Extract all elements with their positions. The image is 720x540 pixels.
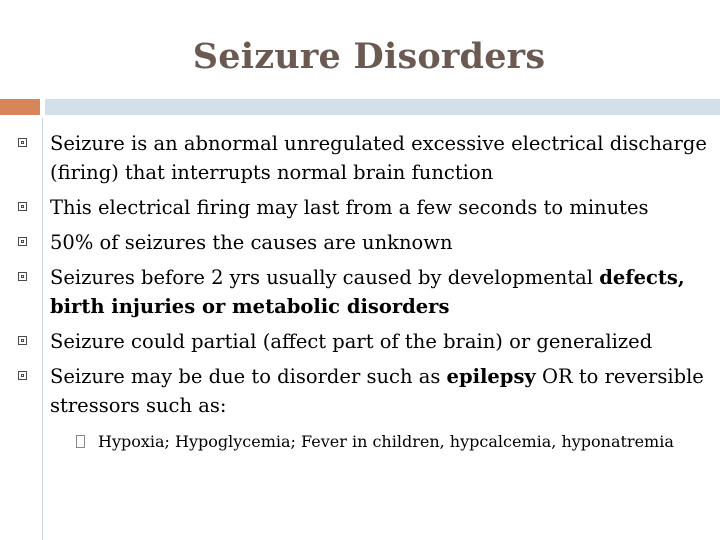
bullet-text-after: OR to reversible stressors such as: [50,365,704,417]
bullet-item [18,228,708,257]
bullet-text: 50% of seizures the causes are unknown [50,231,453,254]
sub-bullet-item [76,430,708,453]
hollow-square-bullet-icon [18,237,27,246]
bullet-item [18,362,708,420]
bullet-bold-text: defects, birth injuries or metabolic disorders [50,266,685,318]
sub-bullet-text: Hypoxia; Hypoglycemia; Fever in children, hypcalcemia, hyponatremia [98,432,674,451]
hollow-square-bullet-icon [18,138,27,147]
slide-title: Seizure Disorders [192,36,546,77]
bullet-item [18,327,708,356]
hollow-square-bullet-icon [18,336,27,345]
bullet-text: This electrical firing may last from a few seconds to minutes [50,196,649,219]
accent-bar [0,99,40,115]
hollow-square-bullet-icon [18,202,27,211]
bullet-item [18,129,708,187]
bullet-text: Seizure is an abnormal unregulated excessive electrical discharge (firing) that interrupts normal brain function [50,132,707,184]
hollow-square-bullet-icon [18,272,27,281]
hollow-square-bullet-icon [18,371,27,380]
bullet-item [18,193,708,222]
bullet-text: Seizures before 2 yrs usually caused by developmental [50,266,600,289]
bullet-list [18,129,708,453]
bullet-item [18,263,708,321]
accent-rule [45,99,720,115]
bullet-bold-text: epilepsy [446,365,536,388]
rectangle-bullet-icon [76,435,85,448]
bullet-text: Seizure could partial (affect part of the brain) or generalized [50,330,653,353]
bullet-text: Seizure may be due to disorder such as [50,365,447,388]
